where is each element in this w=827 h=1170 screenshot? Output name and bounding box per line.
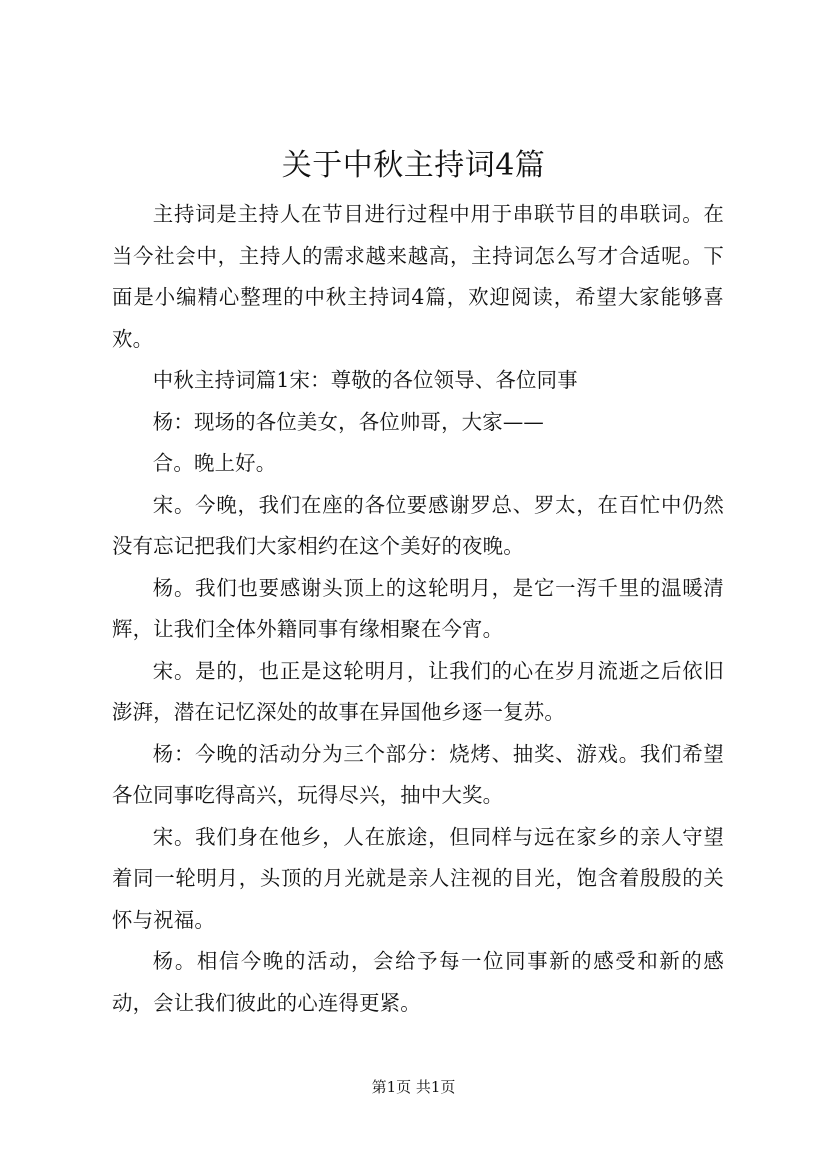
paragraph: 杨：今晚的活动分为三个部分：烧烤、抽奖、游戏。我们希望各位同事吃得高兴，玩得尽兴，抽中大奖。: [112, 741, 724, 807]
page-number-footer: 第1页 共1页: [371, 1078, 456, 1096]
paragraph: 杨：现场的各位美女，各位帅哥，大家——: [152, 409, 545, 434]
paragraph: 宋。是的，也正是这轮明月，让我们的心在岁月流逝之后依旧澎湃，潜在记忆深处的故事在异国他乡逐一复苏。: [112, 658, 724, 724]
document-body: [112, 194, 724, 1024]
paragraph: 杨。相信今晚的活动，会给予每一位同事新的感受和新的感动，会让我们彼此的心连得更紧。: [112, 949, 724, 1015]
document-title: 关于中秋主持词4篇: [281, 148, 546, 183]
paragraph: 宋。今晚，我们在座的各位要感谢罗总、罗太，在百忙中仍然没有忘记把我们大家相约在这个美好的夜晚。: [112, 492, 724, 558]
paragraph: 杨。我们也要感谢头顶上的这轮明月，是它一泻千里的温暖清辉，让我们全体外籍同事有缘相聚在今宵。: [112, 575, 724, 641]
paragraph: 宋。我们身在他乡，人在旅途，但同样与远在家乡的亲人守望着同一轮明月，头顶的月光就是亲人注视的目光，饱含着殷殷的关怀与祝福。: [112, 824, 724, 932]
paragraph: 合。晚上好。: [152, 451, 277, 475]
paragraph: 中秋主持词篇1宋：尊敬的各位领导、各位同事: [152, 368, 578, 392]
paragraph: 主持词是主持人在节目进行过程中用于串联节目的串联词。在当今社会中，主持人的需求越来越高，主持词怎么写才合适呢。下面是小编精心整理的中秋主持词4篇，欢迎阅读，希望大家能够喜欢。: [112, 202, 724, 351]
